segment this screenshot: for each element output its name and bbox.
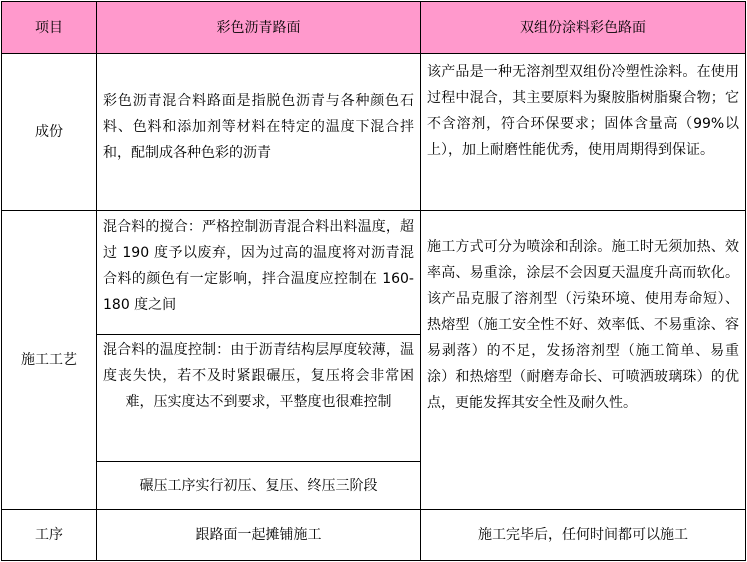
header-item: 项目 xyxy=(35,19,63,36)
process-temp-control-text: 混合料的温度控制：由于沥青结构层厚度较薄，温度丧失快，若不及时紧跟碾压，复压将会非常困难，压实度达不到要求，平整度也很难控制 xyxy=(103,342,414,410)
process-mixing-text: 混合料的搅合：严格控制沥青混合料出料温度，超过 190 度予以废弃，因为过高的温度将对沥青混合料的颜色有一定影响，拌合温度应控制在 160-180 度之间 xyxy=(103,219,414,313)
sequence-coating-text: 施工完毕后，任何时间都可以施工 xyxy=(478,527,688,543)
process-rolling-text: 碾压工序实行初压、复压、终压三阶段 xyxy=(139,477,378,494)
process-coating-text: 施工方式可分为喷涂和刮涂。施工时无须加热、效率高、易重涂，涂层不会因夏天温度升高而软化。该产品克服了溶剂型（污染环境、使用寿命短）、热熔型（施工安全性不好、效率低、不易重涂、容易剥落）的不足，发扬溶剂型（施工简单、易重涂）和热熔型（耐磨寿命长、可喷洒玻璃珠）的优点，更能发挥其安全性及耐久性。 xyxy=(427,239,739,411)
composition-asphalt-text: 彩色沥青混合料路面是指脱色沥青与各种颜色石料、色料和添加剂等材料在特定的温度下混合拌和，配制成各种色彩的沥青 xyxy=(103,93,414,161)
composition-coating-text: 该产品是一种无溶剂型双组份冷塑性涂料。在使用过程中混合，其主要原料为聚胺脂树脂聚合物；它不含溶剂，符合环保要求；固体含量高（99%以上），加上耐磨性能优秀，使用周期得到保证。 xyxy=(427,64,739,158)
header-asphalt: 彩色沥青路面 xyxy=(216,19,301,36)
row-label-process: 施工工艺 xyxy=(21,352,77,368)
sequence-asphalt-text: 跟路面一起摊铺施工 xyxy=(195,527,322,543)
sub-row-divider xyxy=(97,334,420,335)
header-coating: 双组份涂料彩色路面 xyxy=(520,19,646,36)
row-label-composition: 成份 xyxy=(35,124,63,140)
row-divider xyxy=(2,53,745,54)
comparison-table xyxy=(1,1,746,561)
row-label-sequence: 工序 xyxy=(35,527,63,543)
row-divider xyxy=(2,210,745,211)
